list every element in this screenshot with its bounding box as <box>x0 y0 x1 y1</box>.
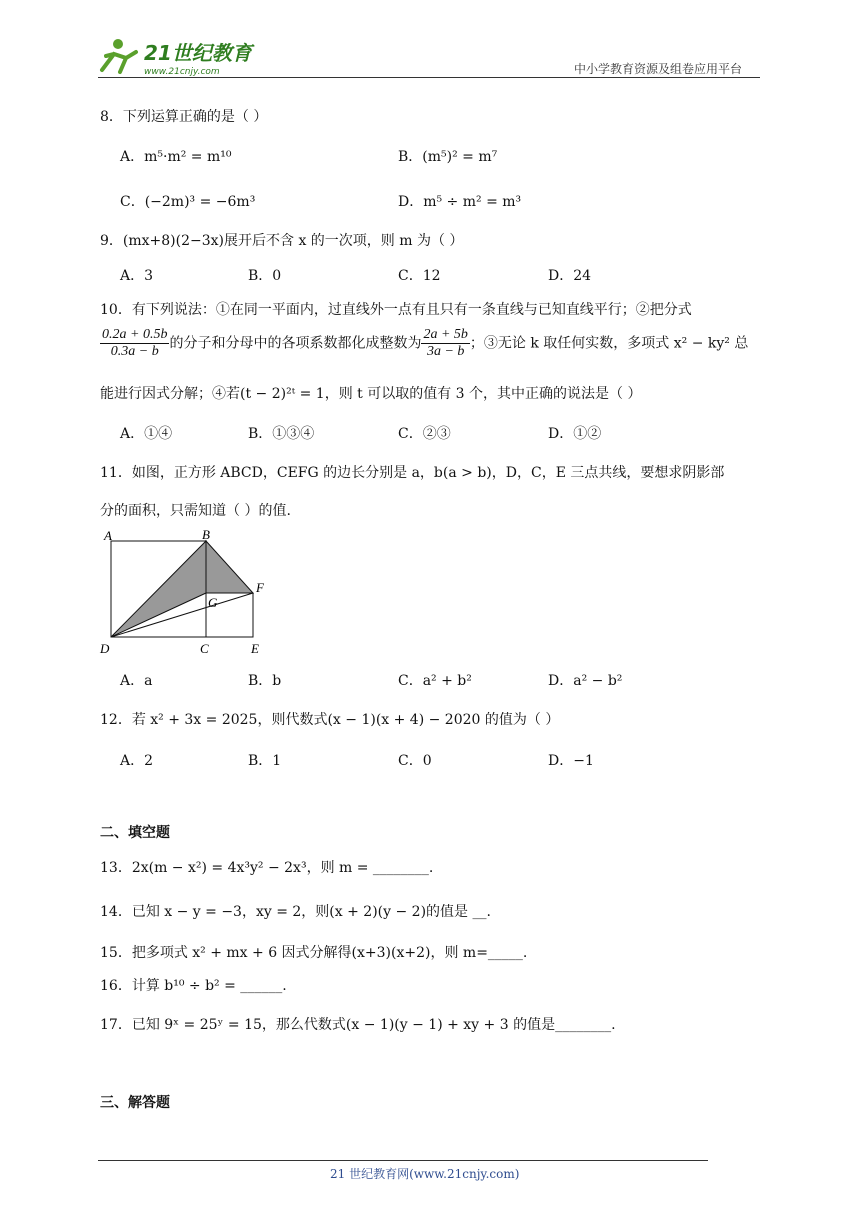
q8-option-c: C．(−2m)³ = −6m³ <box>120 194 256 210</box>
q12-option-a: A．2 <box>120 753 154 769</box>
figure-label-g: G <box>208 595 218 610</box>
q10-option-a: A．①④ <box>120 426 173 442</box>
q11-line1: 11．如图，正方形 ABCD，CEFG 的边长分别是 a，b(a > b)，D，C，E 三点共线，要想求阴影部 <box>100 465 725 481</box>
q10-option-d: D．①② <box>548 426 602 442</box>
header-divider <box>98 77 760 78</box>
q9-stem: 9．(mx+8)(2−3x)展开后不含 x 的一次项，则 m 为（ ） <box>100 233 464 249</box>
q13: 13．2x(m − x²) = 4x³y² − 2x³，则 m = ________. <box>100 860 434 876</box>
figure-label-b: B <box>202 527 210 542</box>
figure-label-f: F <box>256 580 264 595</box>
figure-label-d: D <box>100 641 110 656</box>
q9-option-a: A．3 <box>120 268 154 284</box>
q8-option-b: B．(m⁵)² = m⁷ <box>398 149 498 165</box>
q12-option-b: B．1 <box>248 753 282 769</box>
figure-label-c: C <box>200 641 209 656</box>
q14: 14．已知 x − y = −3，xy = 2，则(x + 2)(y − 2)的值是 __. <box>100 904 491 920</box>
platform-title: 中小学教育资源及组卷应用平台 <box>574 62 743 76</box>
q8-option-a: A．m⁵·m² = m¹⁰ <box>120 149 232 165</box>
q16: 16．计算 b¹⁰ ÷ b² = ______. <box>100 978 287 994</box>
q10-fraction-1: $\frac{0.2a + 0.5b}{0.3a - b}$ <box>102 327 168 359</box>
q11-option-a: A．a <box>120 673 153 689</box>
q11-option-d: D．a² − b² <box>548 673 623 689</box>
q12-option-d: D．−1 <box>548 753 594 769</box>
logo-text: 21世纪教育 <box>144 41 252 65</box>
q11-figure <box>96 526 276 658</box>
footer-text: 21 世纪教育网(www.21cnjy.com) <box>330 1167 520 1181</box>
q8-stem: 8．下列运算正确的是（ ） <box>100 109 268 125</box>
q12-stem: 12．若 x² + 3x = 2025，则代数式(x − 1)(x + 4) − 2020 的值为（ ） <box>100 712 560 728</box>
section-fill-in-title: 二、填空题 <box>100 825 170 841</box>
q17: 17．已知 9ˣ = 25ʸ = 15，那么代数式(x − 1)(y − 1) + xy + 3 的值是________. <box>100 1017 616 1033</box>
q9-option-d: D．24 <box>548 268 592 284</box>
q15: 15．把多项式 x² + mx + 6 因式分解得(x+3)(x+2)，则 m=_____. <box>100 945 528 961</box>
q10-line3: 能进行因式分解；④若(t − 2)²ᵗ = 1，则 t 可以取的值有 3 个，其中正确的说法是（ ） <box>100 386 642 402</box>
q9-option-c: C．12 <box>398 268 441 284</box>
q11-option-b: B．b <box>248 673 282 689</box>
q10-option-b: B．①③④ <box>248 426 315 442</box>
site-logo <box>92 34 262 78</box>
q10-fraction-2: $\frac{2a + 5b}{3a - b}$ <box>423 327 468 359</box>
q11-line2: 分的面积，只需知道（ ）的值. <box>100 503 291 519</box>
footer-divider <box>98 1160 708 1161</box>
figure-label-a: A <box>104 528 112 543</box>
q10-line1: 10．有下列说法：①在同一平面内，过直线外一点有且只有一条直线与已知直线平行；②把分式 <box>100 302 692 318</box>
q8-option-d: D．m⁵ ÷ m² = m³ <box>398 194 522 210</box>
section-answer-title: 三、解答题 <box>100 1095 170 1111</box>
q10-line2: $\frac{0.2a + 0.5b}{0.3a - b}$ 的分子和分母中的各项系数都化成整数为 $\frac{2a + 5b}{3a - b}$ ；③无论 k 取任何实数，多项式 x² − ky² 总 <box>102 327 749 359</box>
logo-url: www.21cnjy.com <box>144 67 220 77</box>
q9-option-b: B．0 <box>248 268 282 284</box>
q10-option-c: C．②③ <box>398 426 451 442</box>
q12-option-c: C．0 <box>398 753 432 769</box>
figure-label-e: E <box>251 641 259 656</box>
q11-option-c: C．a² + b² <box>398 673 472 689</box>
